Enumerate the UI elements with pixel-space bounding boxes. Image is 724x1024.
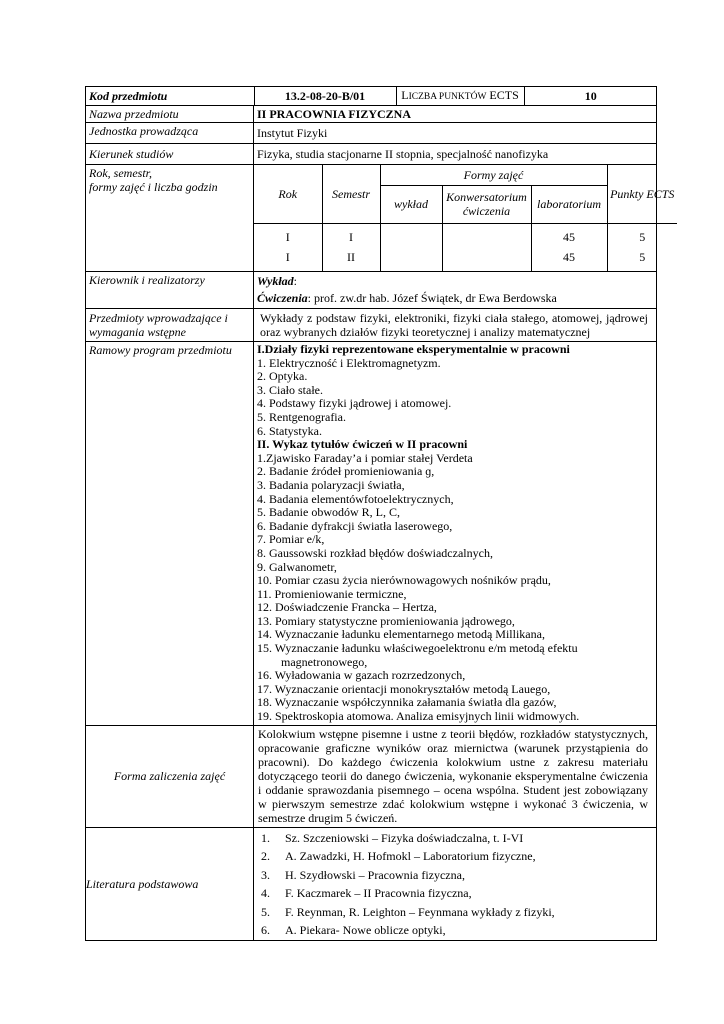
program-list-item: 2. Optyka. (257, 369, 308, 384)
program-list-item: 10. Pomiar czasu życia nierównowagowych nośników prądu, (257, 573, 551, 588)
program-list-item: 18. Wyznaczanie współczynnika załamania światła dla gazów, (257, 695, 557, 710)
ects-value: 10 (584, 89, 597, 103)
r1-rok: I (285, 230, 290, 245)
literature-item-number: 2. (261, 849, 270, 864)
literature-item-text: H. Szydłowski – Pracownia fizyczna, (285, 867, 465, 882)
literature-item-text: F. Reynman, R. Leighton – Feynmana wykłady z fizyki, (285, 904, 555, 919)
literature-item (257, 884, 653, 903)
kierownik-value: Wykład: Ćwiczenia: prof. zw.dr hab. Józef Świątek, dr Ewa Berdowska (254, 272, 657, 309)
wyklad-label: Wykład (257, 274, 294, 288)
syllabus-table (85, 86, 675, 941)
r2-lab: 45 (563, 250, 575, 265)
program-list-item: magnetronowego, (281, 654, 368, 669)
program-section2-title: II. Wykaz tytułów ćwiczeń w II pracowni (257, 437, 468, 452)
program-section1-title: I.Działy fizyki reprezentowane eksperymentalnie w pracowni (257, 342, 570, 356)
kod-value: 13.2-08-20-B/01 (254, 87, 396, 105)
program-list-item: 6. Statystyka. (257, 423, 322, 438)
program-list-item: 19. Spektroskopia atomowa. Analiza emisyjnych linii widmowych. (257, 709, 580, 724)
literature-item-number: 5. (261, 904, 270, 919)
program-section1-list (257, 357, 653, 439)
cwiczenia-label: Ćwiczenia (257, 291, 308, 305)
program-list-item: 9. Galwanometr, (257, 559, 337, 574)
program-list-item: 8. Gaussowski rozkład błędów doświadczalnych, (257, 545, 493, 560)
jednostka-label: Jednostka prowadząca (86, 123, 254, 144)
r2-ects: 5 (639, 250, 646, 265)
kierownik-label: Kierownik i realizatorzy (86, 272, 254, 309)
literature-item (257, 829, 653, 848)
przedmioty-row (86, 309, 657, 342)
forma-value: Kolokwium wstępne pisemne i ustne z teorii błędów, rozkładów statystycznych, opracowanie graficzne wyników oraz miernictwa (warunek przystąpienia do pracowni). Do każdego ćwiczenia kolokwium ustne z zakresu materiału dotyczącego teorii do danego ćwiczenia, wykonanie eksperymentalne ćwiczenia i oddanie sprawozdania pisemnego – ocena wspólna. Student jest zobowiązany w pierwszym semestrze zdać kolokwium wstępne i wykonać 3 ćwiczenia, w semestrze drugim 5 ćwiczeń. (254, 725, 657, 827)
program-list-item: 15. Wyznaczanie ładunku właściwegoelektronu e/m metodą efektu (257, 641, 578, 656)
literature-item (257, 866, 653, 885)
col-rok: Rok (254, 165, 322, 223)
rok-row (86, 165, 657, 272)
literatura-label: Literatura podstawowa (86, 827, 254, 940)
schedule-table (254, 165, 677, 271)
program-list-item: 5. Badanie obwodów R, L, C, (257, 505, 400, 520)
jednostka-value: Instytut Fizyki (254, 123, 657, 144)
literature-item-number: 6. (261, 923, 270, 938)
program-list-item: 3. Badania polaryzacji światła, (257, 477, 405, 492)
literature-item-text: A. Piekara- Nowe oblicze optyki, (285, 923, 446, 938)
program-list-item: 4. Podstawy fizyki jądrowej i atomowej. (257, 396, 452, 411)
ramowy-row (86, 342, 657, 726)
literature-item-text: Sz. Szczeniowski – Fizyka doświadczalna, t. I-VI (285, 830, 524, 845)
literature-item (257, 903, 653, 922)
literatura-row (86, 827, 657, 940)
r1-lab: 45 (563, 230, 575, 245)
r1-ects: 5 (639, 230, 646, 245)
ects-label: LICZBA PUNKTÓW ECTS (396, 87, 524, 105)
program-list-item: 1. Elektryczność i Elektromagnetyzm. (257, 355, 441, 370)
program-list-item: 5. Rentgenografia. (257, 409, 346, 424)
kierunek-label: Kierunek studiów (86, 144, 254, 165)
literatura-list (254, 827, 657, 940)
program-list-item: 17. Wyznaczanie orientacji monokryształów metodą Lauego, (257, 681, 551, 696)
kod-label: Kod przedmiotu (86, 87, 254, 105)
program-list-item: 13. Pomiary statystyczne promieniowania jądrowego, (257, 613, 515, 628)
program-list-item: 12. Doświadczenie Francka – Hertza, (257, 600, 437, 615)
r2-sem: II (347, 250, 355, 265)
program-list-item: 6. Badanie dyfrakcji światła laserowego, (257, 518, 453, 533)
literature-item-number: 1. (261, 830, 270, 845)
col-wyklad: wykład (380, 185, 442, 223)
program-list-item: 14. Wyznaczanie ładunku elementarnego metodą Millikana, (257, 627, 545, 642)
program-list-item: 2. Badanie źródeł promieniowania ɡ, (257, 464, 435, 479)
program-section2-list (257, 452, 653, 724)
program-list-item: 4. Badania elementówfotoelektrycznych, (257, 491, 454, 506)
nazwa-label: Nazwa przedmiotu (86, 106, 254, 123)
col-konw: Konwersatorium ćwiczenia (442, 185, 531, 223)
kierownik-row (86, 272, 657, 309)
program-list-item: 1.Zjawisko Faraday’a i pomiar stałej Verdeta (257, 450, 473, 465)
col-ects: Punkty ECTS (607, 165, 677, 223)
ramowy-label: Ramowy program przedmiotu (86, 342, 254, 726)
jednostka-row (86, 123, 657, 144)
program-list-item: 16. Wyładowania w gazach rozrzedzonych, (257, 668, 466, 683)
literature-item-number: 4. (261, 886, 270, 901)
cwiczenia-value: : prof. zw.dr hab. Józef Świątek, dr Ewa Berdowska (307, 291, 557, 305)
program-list-item: 11. Promieniowanie termiczne, (257, 586, 407, 601)
r2-rok: I (285, 250, 290, 265)
konw-cell (442, 223, 531, 271)
rok-label: Rok, semestr, formy zajęć i liczba godzin (86, 165, 254, 272)
literature-item-text: F. Kaczmarek – II Pracownia fizyczna, (285, 886, 472, 901)
formy-header: Formy zajęć (380, 165, 607, 185)
nazwa-row (86, 106, 657, 123)
header-row (86, 87, 657, 106)
kierunek-value: Fizyka, studia stacjonarne II stopnia, specjalność nanofizyka (254, 144, 657, 165)
wyklad-cell (380, 223, 442, 271)
nazwa-value: II PRACOWNIA FIZYCZNA (254, 106, 657, 123)
literature-item-number: 3. (261, 867, 270, 882)
ramowy-value (254, 342, 657, 726)
przedmioty-value: Wykłady z podstaw fizyki, elektroniki, fizyki ciała stałego, atomowej, jądrowej oraz wybranych działów fizyki teoretycznej i analizy matematycznej (254, 309, 657, 342)
forma-row (86, 725, 657, 827)
literature-item (257, 847, 653, 866)
literature-item (257, 921, 653, 940)
col-semestr: Semestr (322, 165, 380, 223)
forma-label: Forma zaliczenia zajęć (86, 725, 254, 827)
r1-sem: I (349, 230, 353, 245)
program-list-item: 3. Ciało stałe. (257, 382, 323, 397)
col-lab: laboratorium (531, 185, 607, 223)
przedmioty-label: Przedmioty wprowadzające i wymagania wstępne (86, 309, 254, 342)
literature-item-text: A. Zawadzki, H. Hofmokl – Laboratorium fizyczne, (285, 849, 536, 864)
program-list-item: 7. Pomiar e/k, (257, 532, 325, 547)
kierunek-row (86, 144, 657, 165)
